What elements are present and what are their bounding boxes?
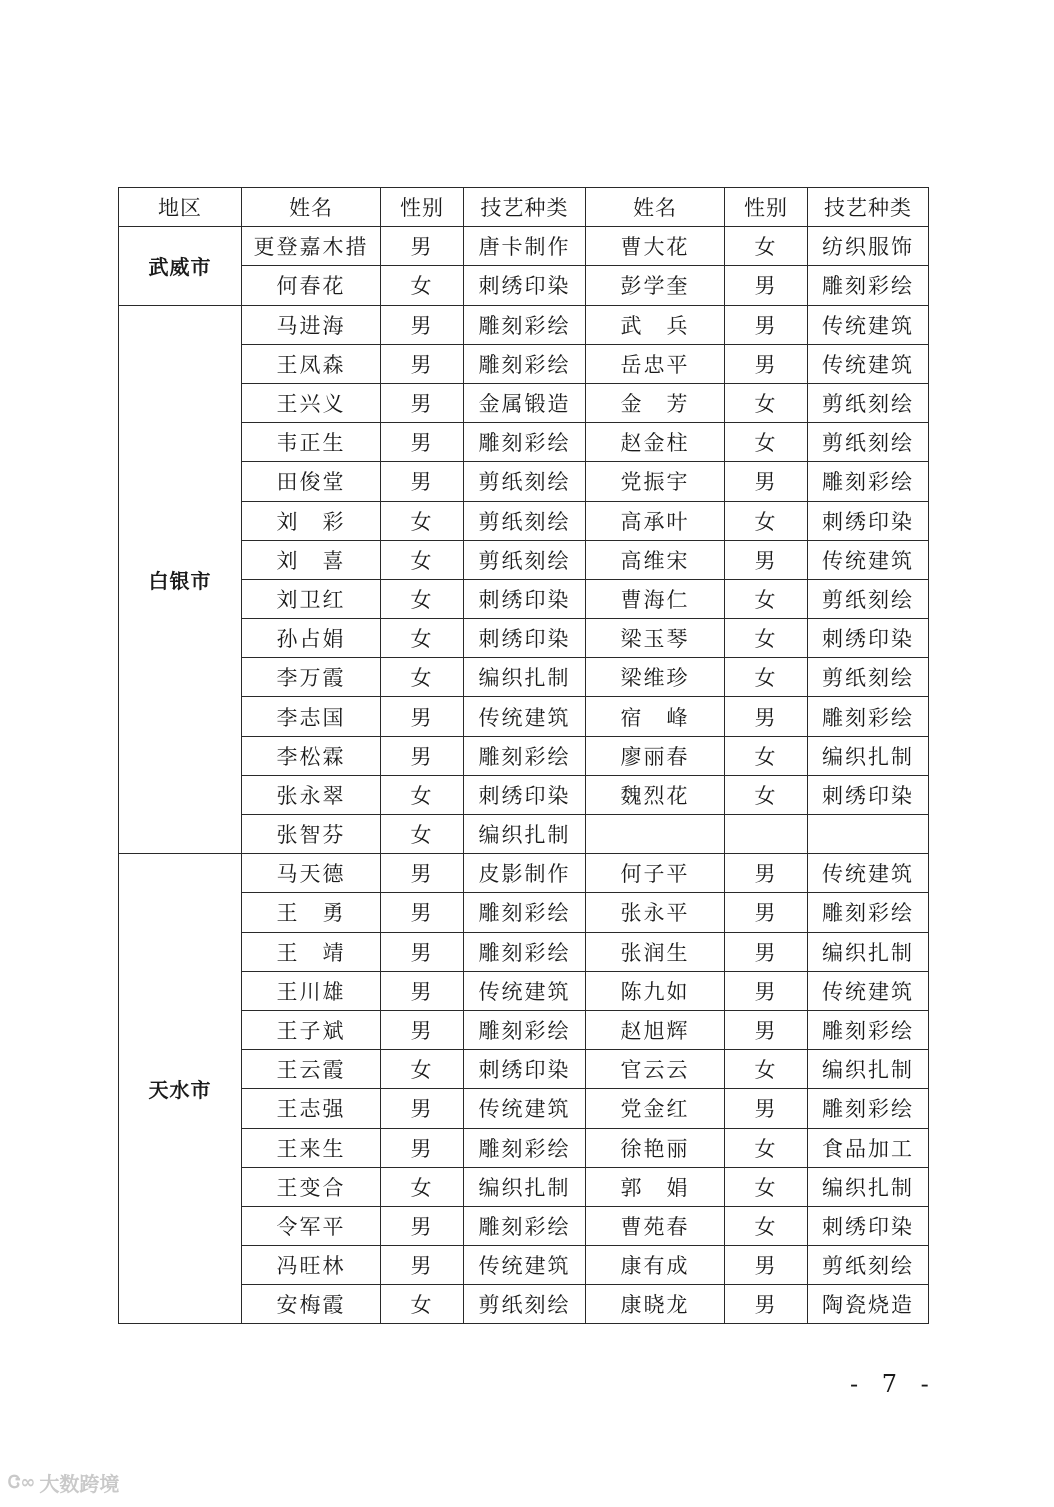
gender-cell: 男: [725, 305, 808, 344]
craft-cell: 编织扎制: [808, 932, 929, 971]
name-cell: 刘 彩: [242, 501, 381, 540]
name-cell: 高承叶: [586, 501, 725, 540]
name-cell: 王来生: [242, 1128, 381, 1167]
name-cell: 何春花: [242, 266, 381, 305]
name-cell: 郭 娟: [586, 1167, 725, 1206]
name-cell: 刘卫红: [242, 579, 381, 618]
craft-cell: 剪纸刻绘: [808, 579, 929, 618]
craft-cell: 传统建筑: [808, 854, 929, 893]
gender-cell: 男: [381, 932, 464, 971]
name-cell: 更登嘉木措: [242, 227, 381, 266]
name-cell: 刘 喜: [242, 540, 381, 579]
gender-cell: 男: [725, 893, 808, 932]
name-cell: 王凤森: [242, 344, 381, 383]
name-cell: 康晓龙: [586, 1285, 725, 1324]
table-row: [119, 305, 929, 344]
region-cell: 天水市: [119, 854, 242, 1324]
craft-cell: 编织扎制: [464, 815, 586, 854]
gender-cell: 男: [381, 854, 464, 893]
craft-cell: 雕刻彩绘: [808, 697, 929, 736]
craft-cell: 雕刻彩绘: [808, 462, 929, 501]
gender-cell: 女: [725, 658, 808, 697]
name-cell: 张智芬: [242, 815, 381, 854]
craft-cell: 刺绣印染: [464, 1050, 586, 1089]
craft-cell: 雕刻彩绘: [464, 893, 586, 932]
region-cell: 武威市: [119, 227, 242, 305]
name-cell: 党振宇: [586, 462, 725, 501]
name-cell: 田俊堂: [242, 462, 381, 501]
craft-cell: 刺绣印染: [464, 619, 586, 658]
name-cell: 金 芳: [586, 383, 725, 422]
craft-cell: 剪纸刻绘: [464, 462, 586, 501]
craft-cell: 雕刻彩绘: [464, 736, 586, 775]
gender-cell: 女: [381, 579, 464, 618]
header-name: 姓名: [242, 188, 381, 227]
gender-cell: 男: [381, 1089, 464, 1128]
gender-cell: 女: [381, 1050, 464, 1089]
craft-cell: 食品加工: [808, 1128, 929, 1167]
gender-cell: 女: [725, 1206, 808, 1245]
name-cell: 安梅霞: [242, 1285, 381, 1324]
craft-cell: 雕刻彩绘: [808, 266, 929, 305]
craft-cell: 唐卡制作: [464, 227, 586, 266]
craft-cell: 编织扎制: [808, 1167, 929, 1206]
name-cell: 王 靖: [242, 932, 381, 971]
craft-cell: 皮影制作: [464, 854, 586, 893]
gender-cell: 男: [381, 1128, 464, 1167]
name-cell: 王云霞: [242, 1050, 381, 1089]
name-cell: 曹大花: [586, 227, 725, 266]
craft-cell: [808, 815, 929, 854]
gender-cell: 女: [725, 383, 808, 422]
craft-cell: 刺绣印染: [808, 619, 929, 658]
craft-cell: 剪纸刻绘: [464, 540, 586, 579]
name-cell: 王变合: [242, 1167, 381, 1206]
table-row: [119, 854, 929, 893]
craftsman-roster-table: [118, 187, 929, 1324]
gender-cell: 男: [725, 1246, 808, 1285]
name-cell: 宿 峰: [586, 697, 725, 736]
name-cell: 李志国: [242, 697, 381, 736]
gender-cell: 女: [725, 1050, 808, 1089]
name-cell: 梁玉琴: [586, 619, 725, 658]
craft-cell: 传统建筑: [808, 971, 929, 1010]
gender-cell: 男: [725, 1285, 808, 1324]
craft-cell: 传统建筑: [808, 305, 929, 344]
name-cell: 梁维珍: [586, 658, 725, 697]
gender-cell: 女: [381, 501, 464, 540]
craft-cell: 剪纸刻绘: [808, 383, 929, 422]
gender-cell: 女: [725, 579, 808, 618]
name-cell: 王志强: [242, 1089, 381, 1128]
craft-cell: 雕刻彩绘: [808, 1089, 929, 1128]
name-cell: 孙占娟: [242, 619, 381, 658]
craft-cell: 传统建筑: [464, 697, 586, 736]
gender-cell: 女: [381, 1285, 464, 1324]
craft-cell: 传统建筑: [464, 971, 586, 1010]
gender-cell: 男: [725, 854, 808, 893]
gender-cell: 女: [381, 775, 464, 814]
gender-cell: 男: [381, 344, 464, 383]
gender-cell: 男: [725, 971, 808, 1010]
gender-cell: 男: [381, 462, 464, 501]
name-cell: 马进海: [242, 305, 381, 344]
name-cell: [586, 815, 725, 854]
watermark-logo-icon: Ꮳ∞: [8, 1472, 36, 1493]
gender-cell: 女: [725, 619, 808, 658]
craft-cell: 雕刻彩绘: [464, 1010, 586, 1049]
gender-cell: 女: [725, 1128, 808, 1167]
header-gender: 性别: [725, 188, 808, 227]
gender-cell: 女: [725, 501, 808, 540]
gender-cell: 男: [381, 893, 464, 932]
name-cell: 赵金柱: [586, 423, 725, 462]
name-cell: 魏烈花: [586, 775, 725, 814]
name-cell: 王 勇: [242, 893, 381, 932]
name-cell: 马天德: [242, 854, 381, 893]
name-cell: 赵旭辉: [586, 1010, 725, 1049]
craft-cell: 雕刻彩绘: [808, 1010, 929, 1049]
craft-cell: 雕刻彩绘: [464, 1206, 586, 1245]
gender-cell: 女: [381, 658, 464, 697]
watermark-text: 大数跨境: [39, 1472, 120, 1496]
craft-cell: 纺织服饰: [808, 227, 929, 266]
craft-cell: 剪纸刻绘: [808, 658, 929, 697]
name-cell: 韦正生: [242, 423, 381, 462]
gender-cell: 女: [381, 1167, 464, 1206]
name-cell: 康有成: [586, 1246, 725, 1285]
name-cell: 张润生: [586, 932, 725, 971]
craft-cell: 剪纸刻绘: [808, 1246, 929, 1285]
craft-cell: 雕刻彩绘: [464, 305, 586, 344]
name-cell: 王川雄: [242, 971, 381, 1010]
region-cell: 白银市: [119, 305, 242, 854]
gender-cell: 女: [381, 619, 464, 658]
header-gender: 性别: [381, 188, 464, 227]
craft-cell: 刺绣印染: [808, 775, 929, 814]
name-cell: 官云云: [586, 1050, 725, 1089]
craft-cell: 雕刻彩绘: [464, 344, 586, 383]
gender-cell: 男: [725, 540, 808, 579]
header-name: 姓名: [586, 188, 725, 227]
name-cell: 彭学奎: [586, 266, 725, 305]
gender-cell: 女: [725, 1167, 808, 1206]
gender-cell: 女: [725, 227, 808, 266]
craft-cell: 编织扎制: [464, 658, 586, 697]
craft-cell: 刺绣印染: [808, 501, 929, 540]
craft-cell: 剪纸刻绘: [464, 501, 586, 540]
gender-cell: 男: [381, 1010, 464, 1049]
craft-cell: 雕刻彩绘: [808, 893, 929, 932]
gender-cell: 男: [381, 697, 464, 736]
name-cell: 何子平: [586, 854, 725, 893]
craft-cell: 刺绣印染: [464, 579, 586, 618]
craft-cell: 编织扎制: [464, 1167, 586, 1206]
name-cell: 高维宋: [586, 540, 725, 579]
page-number: - 7 -: [850, 1370, 937, 1398]
craft-cell: 剪纸刻绘: [464, 1285, 586, 1324]
header-craft: 技艺种类: [808, 188, 929, 227]
craft-cell: 雕刻彩绘: [464, 423, 586, 462]
roster-body: [119, 227, 929, 1324]
gender-cell: 男: [381, 383, 464, 422]
name-cell: 李万霞: [242, 658, 381, 697]
craft-cell: 雕刻彩绘: [464, 932, 586, 971]
gender-cell: 男: [725, 932, 808, 971]
header-craft: 技艺种类: [464, 188, 586, 227]
craft-cell: 编织扎制: [808, 1050, 929, 1089]
craft-cell: 金属锻造: [464, 383, 586, 422]
gender-cell: 男: [381, 1206, 464, 1245]
gender-cell: 男: [725, 1089, 808, 1128]
gender-cell: 男: [725, 1010, 808, 1049]
craft-cell: 刺绣印染: [808, 1206, 929, 1245]
gender-cell: 男: [725, 344, 808, 383]
name-cell: 张永翠: [242, 775, 381, 814]
craft-cell: 传统建筑: [464, 1089, 586, 1128]
craft-cell: 传统建筑: [808, 344, 929, 383]
gender-cell: 男: [725, 462, 808, 501]
gender-cell: 男: [381, 1246, 464, 1285]
gender-cell: 男: [381, 305, 464, 344]
name-cell: 冯旺林: [242, 1246, 381, 1285]
gender-cell: 女: [725, 423, 808, 462]
craft-cell: 传统建筑: [464, 1246, 586, 1285]
gender-cell: 男: [381, 227, 464, 266]
name-cell: 徐艳丽: [586, 1128, 725, 1167]
craft-cell: 陶瓷烧造: [808, 1285, 929, 1324]
craft-cell: 刺绣印染: [464, 266, 586, 305]
gender-cell: 女: [381, 540, 464, 579]
name-cell: 张永平: [586, 893, 725, 932]
craft-cell: 雕刻彩绘: [464, 1128, 586, 1167]
gender-cell: [725, 815, 808, 854]
gender-cell: 男: [381, 736, 464, 775]
gender-cell: 男: [725, 697, 808, 736]
gender-cell: 男: [725, 266, 808, 305]
name-cell: 王子斌: [242, 1010, 381, 1049]
name-cell: 曹苑春: [586, 1206, 725, 1245]
craft-cell: 传统建筑: [808, 540, 929, 579]
header-region: 地区: [119, 188, 242, 227]
name-cell: 武 兵: [586, 305, 725, 344]
name-cell: 曹海仁: [586, 579, 725, 618]
gender-cell: 女: [381, 266, 464, 305]
name-cell: 党金红: [586, 1089, 725, 1128]
name-cell: 王兴义: [242, 383, 381, 422]
name-cell: 令军平: [242, 1206, 381, 1245]
table-row: [119, 227, 929, 266]
gender-cell: 女: [381, 815, 464, 854]
craft-cell: 剪纸刻绘: [808, 423, 929, 462]
header-row: [119, 188, 929, 227]
watermark: [8, 1468, 119, 1497]
name-cell: 李松霖: [242, 736, 381, 775]
gender-cell: 女: [725, 736, 808, 775]
gender-cell: 女: [725, 775, 808, 814]
craft-cell: 编织扎制: [808, 736, 929, 775]
name-cell: 岳忠平: [586, 344, 725, 383]
gender-cell: 男: [381, 971, 464, 1010]
gender-cell: 男: [381, 423, 464, 462]
name-cell: 廖丽春: [586, 736, 725, 775]
name-cell: 陈九如: [586, 971, 725, 1010]
craft-cell: 刺绣印染: [464, 775, 586, 814]
